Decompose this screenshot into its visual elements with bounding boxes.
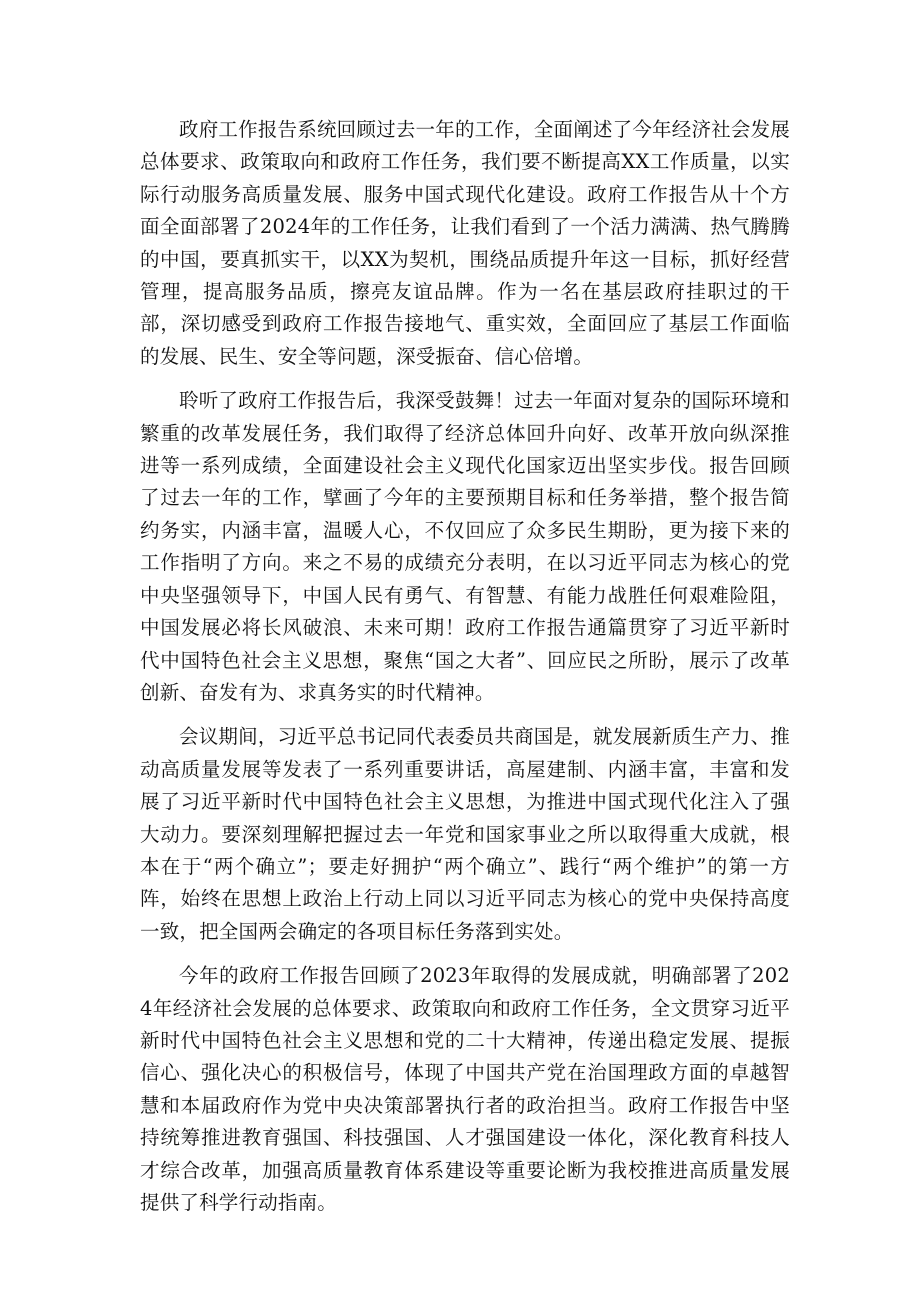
- paragraph-4: 今年的政府工作报告回顾了2023年取得的发展成就，明确部署了2024年经济社会发展的总体要求、政策取向和政府工作任务，全文贯穿习近平新时代中国特色社会主义思想和党的二十大精神，传递出稳定发展、提振信心、强化决心的积极信号，体现了中国共产党在治国理政方面的卓越智慧和本届政府作为党中央决策部署执行者的政治担当。政府工作报告中坚持统筹推进教育强国、科技强国、人才强国建设一体化，深化教育科技人才综合改革，加强高质量教育体系建设等重要论断为我校推进高质量发展提供了科学行动指南。: [140, 964, 790, 1214]
- paragraph-1: 政府工作报告系统回顾过去一年的工作，全面阐述了今年经济社会发展总体要求、政策取向和政府工作任务，我们要不断提高XX工作质量，以实际行动服务高质量发展、服务中国式现代化建设。政府工作报告从十个方面全面部署了2024年的工作任务，让我们看到了一个活力满满、热气腾腾的中国，要真抓实干，以XX为契机，围绕品质提升年这一目标，抓好经营管理，提高服务品质，擦亮友谊品牌。作为一名在基层政府挂职过的干部，深切感受到政府工作报告接地气、重实效，全面回应了基层工作面临的发展、民生、安全等问题，深受振奋、信心倍增。: [140, 118, 790, 368]
- paragraph-3: 会议期间，习近平总书记同代表委员共商国是，就发展新质生产力、推动高质量发展等发表了一系列重要讲话，高屋建制、内涵丰富，丰富和发展了习近平新时代中国特色社会主义思想，为推进中国式现代化注入了强大动力。要深刻理解把握过去一年党和国家事业之所以取得重大成就，根本在于“两个确立”；要走好拥护“两个确立”、践行“两个维护”的第一方阵，始终在思想上政治上行动上同以习近平同志为核心的党中央保持高度一致，把全国两会确定的各项目标任务落到实处。: [140, 725, 790, 943]
- document-body: [140, 114, 790, 1219]
- paragraph-2: 聆听了政府工作报告后，我深受鼓舞！过去一年面对复杂的国际环境和繁重的改革发展任务，我们取得了经济总体回升向好、改革开放向纵深推进等一系列成绩，全面建设社会主义现代化国家迈出坚实步伐。报告回顾了过去一年的工作，擘画了今年的主要预期目标和任务举措，整个报告简约务实，内涵丰富，温暖人心，不仅回应了众多民生期盼，更为接下来的工作指明了方向。来之不易的成绩充分表明，在以习近平同志为核心的党中央坚强领导下，中国人民有勇气、有智慧、有能力战胜任何艰难险阻，中国发展必将长风破浪、未来可期！政府工作报告通篇贯穿了习近平新时代中国特色社会主义思想，聚焦“国之大者”、回应民之所盼，展示了改革创新、奋发有为、求真务实的时代精神。: [140, 389, 790, 704]
